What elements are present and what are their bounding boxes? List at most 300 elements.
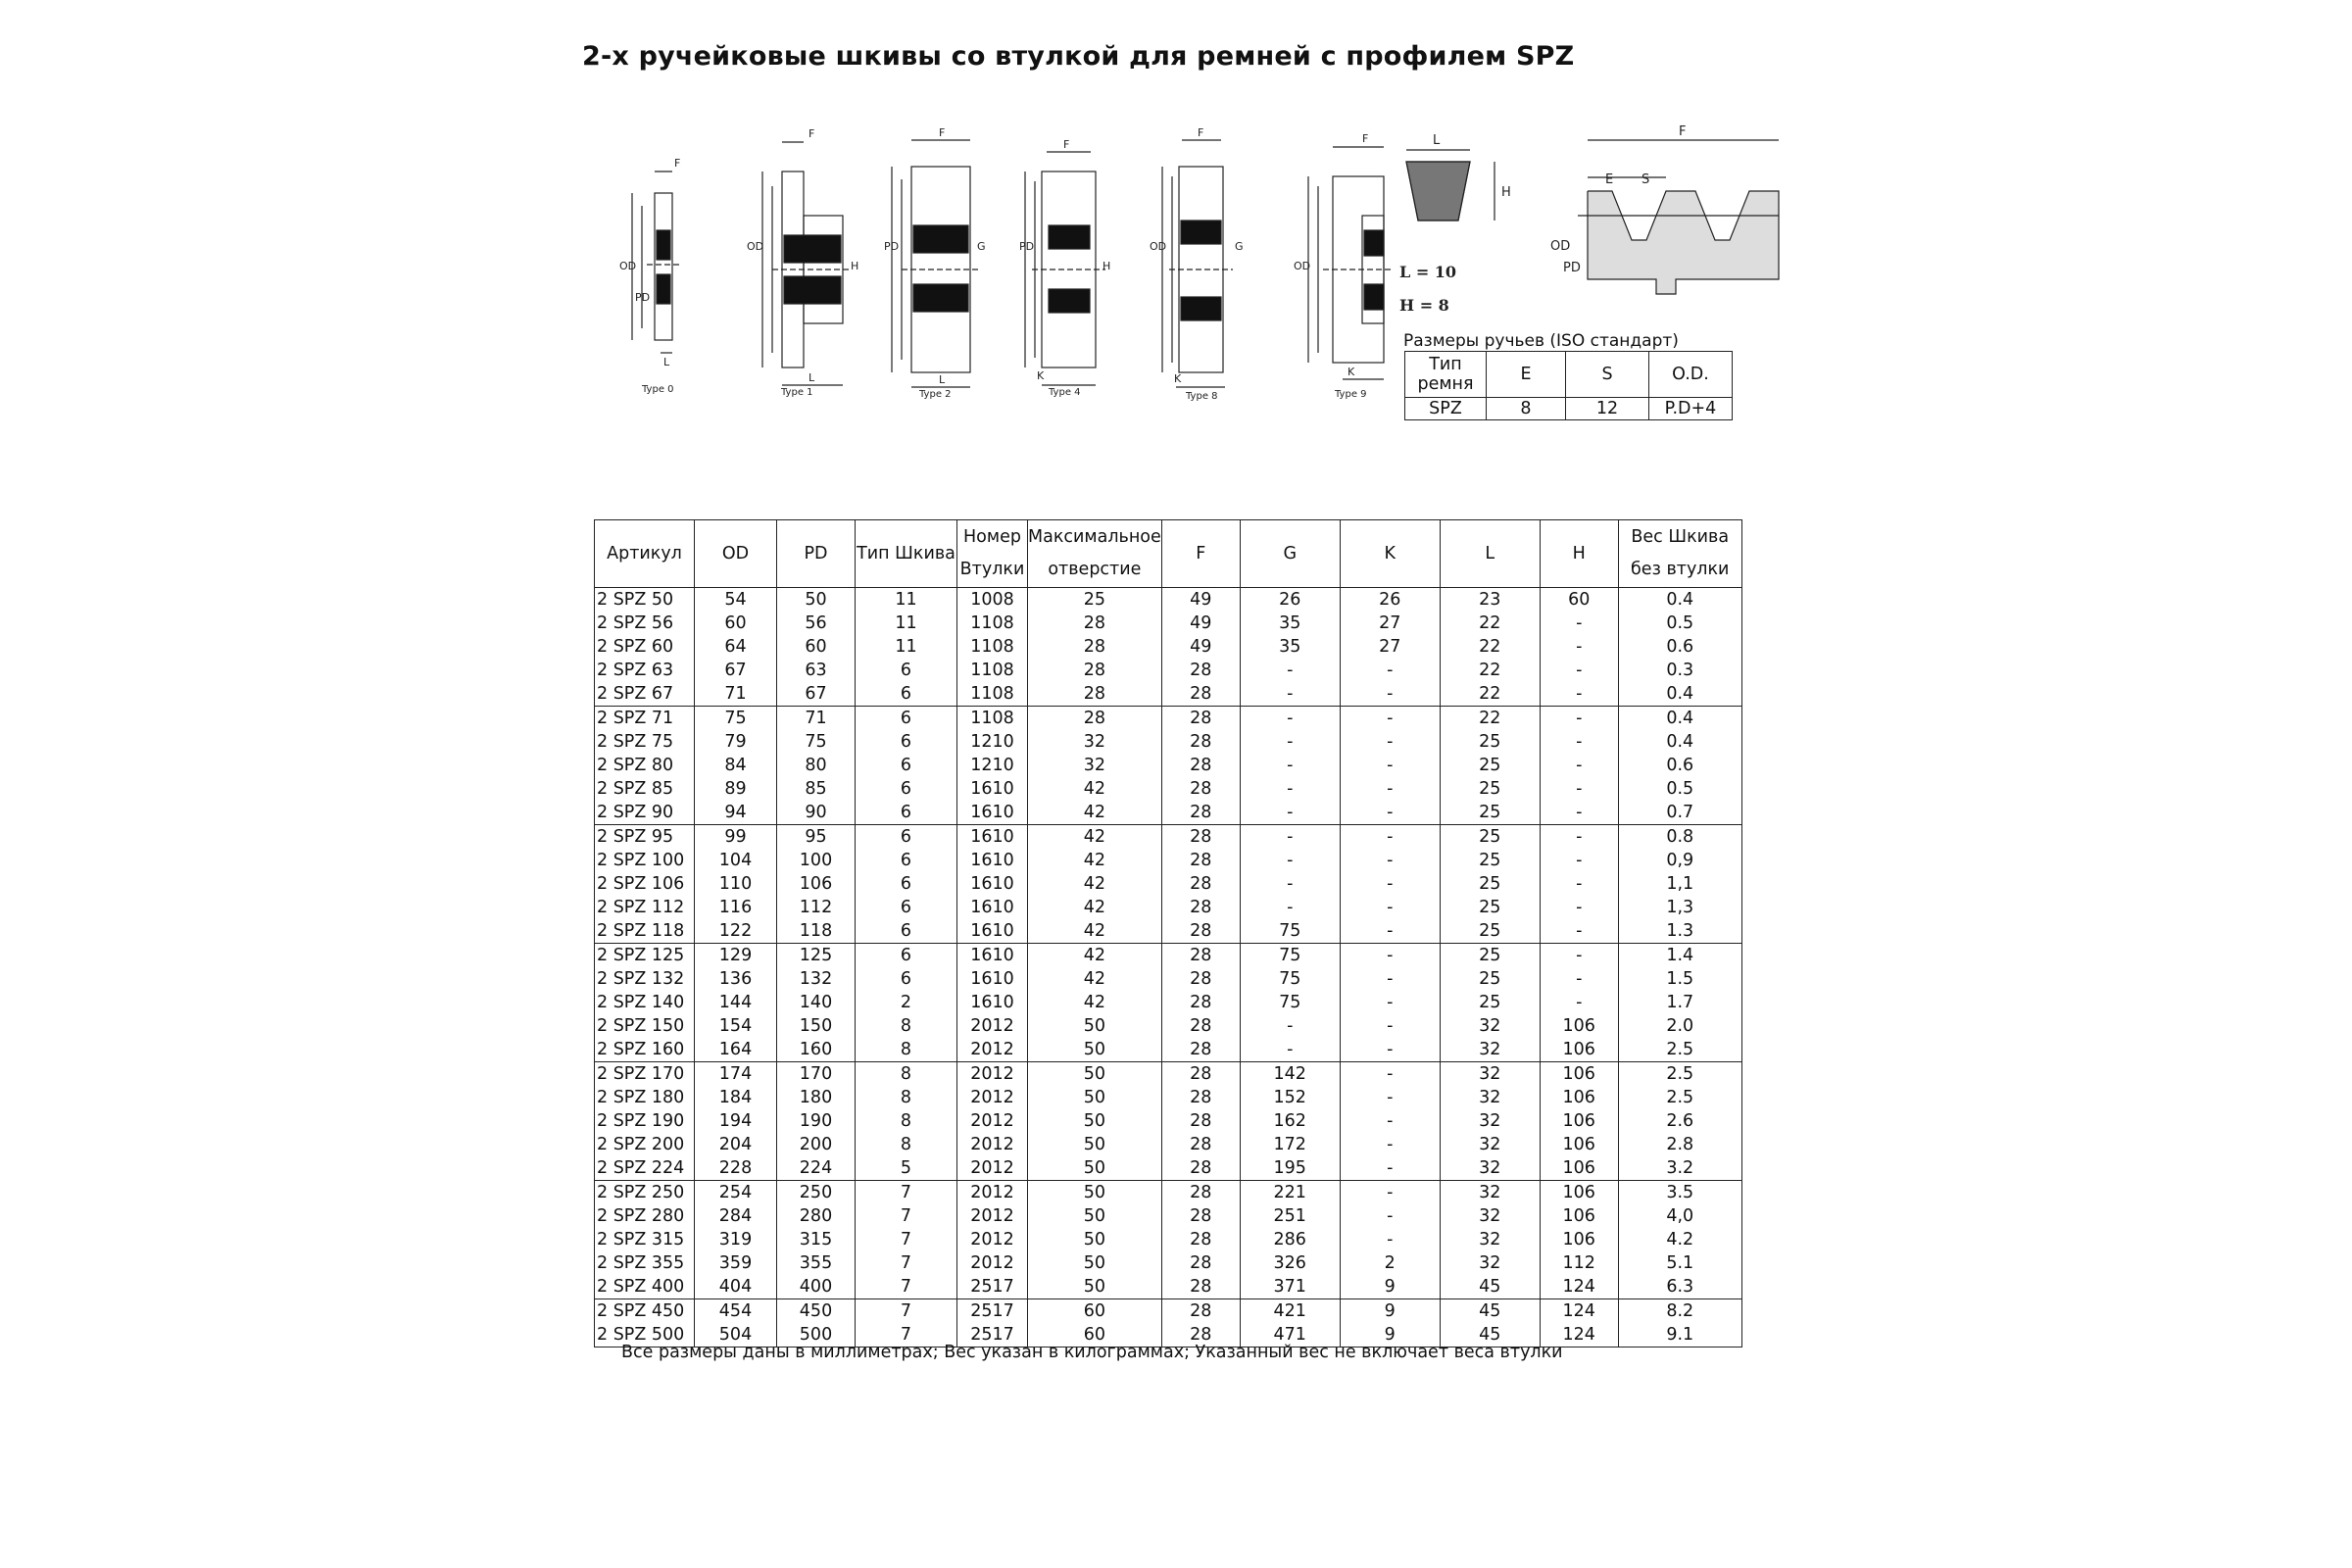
table-cell: 142 bbox=[1240, 1062, 1340, 1087]
groove-cell: SPZ bbox=[1405, 398, 1487, 420]
table-row bbox=[595, 1109, 1742, 1133]
table-row bbox=[595, 967, 1742, 991]
table-cell: 204 bbox=[695, 1133, 777, 1156]
table-cell: 32 bbox=[1440, 1181, 1540, 1205]
dim-f-type-2: F bbox=[939, 126, 946, 139]
table-cell: 1610 bbox=[957, 872, 1028, 896]
table-cell: 221 bbox=[1240, 1181, 1340, 1205]
table-cell: 0.6 bbox=[1618, 635, 1741, 659]
table-cell: 2012 bbox=[957, 1109, 1028, 1133]
table-cell: 28 bbox=[1161, 944, 1240, 968]
table-cell: 22 bbox=[1440, 682, 1540, 707]
table-cell: 1210 bbox=[957, 730, 1028, 754]
table-cell: 106 bbox=[1540, 1204, 1618, 1228]
table-row bbox=[595, 612, 1742, 635]
table-cell: 42 bbox=[1028, 991, 1162, 1014]
table-cell: 6 bbox=[856, 896, 957, 919]
dim-l-type-2: L bbox=[939, 373, 946, 386]
table-cell: 112 bbox=[777, 896, 856, 919]
groove-profile-drawing bbox=[1578, 140, 1779, 294]
table-cell: 45 bbox=[1440, 1275, 1540, 1299]
table-cell: 25 bbox=[1440, 967, 1540, 991]
table-cell: 125 bbox=[777, 944, 856, 968]
header-od: OD bbox=[695, 520, 777, 588]
groove-header-s: S bbox=[1566, 352, 1649, 398]
table-cell: 2012 bbox=[957, 1038, 1028, 1062]
table-cell: - bbox=[1340, 682, 1440, 707]
table-cell: - bbox=[1340, 872, 1440, 896]
table-cell: - bbox=[1340, 1156, 1440, 1181]
table-cell: 254 bbox=[695, 1181, 777, 1205]
table-cell: - bbox=[1340, 849, 1440, 872]
table-cell: 319 bbox=[695, 1228, 777, 1251]
table-cell: 0.5 bbox=[1618, 777, 1741, 801]
table-cell: 106 bbox=[1540, 1156, 1618, 1181]
groove-table-caption: Размеры ручьев (ISO стандарт) bbox=[1403, 331, 1679, 351]
table-cell: 60 bbox=[1028, 1299, 1162, 1324]
table-row bbox=[595, 1204, 1742, 1228]
table-cell: 2 SPZ 50 bbox=[595, 588, 695, 612]
table-cell: 32 bbox=[1440, 1156, 1540, 1181]
table-row bbox=[595, 1038, 1742, 1062]
table-cell: - bbox=[1340, 730, 1440, 754]
table-cell: 106 bbox=[1540, 1133, 1618, 1156]
table-cell: 2 SPZ 450 bbox=[595, 1299, 695, 1324]
pulley-drawing-type-4 bbox=[1025, 152, 1105, 385]
table-cell: 194 bbox=[695, 1109, 777, 1133]
table-row bbox=[595, 944, 1742, 968]
table-row bbox=[595, 919, 1742, 944]
table-cell: 2 SPZ 100 bbox=[595, 849, 695, 872]
table-cell: 45 bbox=[1440, 1299, 1540, 1324]
table-cell: - bbox=[1240, 1014, 1340, 1038]
table-cell: 50 bbox=[1028, 1133, 1162, 1156]
table-cell: 26 bbox=[1340, 588, 1440, 612]
table-cell: 28 bbox=[1161, 896, 1240, 919]
dim-h-type-4: H bbox=[1102, 260, 1111, 272]
table-cell: 80 bbox=[777, 754, 856, 777]
table-cell: 359 bbox=[695, 1251, 777, 1275]
table-cell: 6 bbox=[856, 944, 957, 968]
table-cell: 2 SPZ 224 bbox=[595, 1156, 695, 1181]
dim-f-type-4: F bbox=[1063, 138, 1070, 151]
table-cell: 32 bbox=[1440, 1086, 1540, 1109]
table-cell: 90 bbox=[777, 801, 856, 825]
table-cell: 1610 bbox=[957, 849, 1028, 872]
table-cell: 150 bbox=[777, 1014, 856, 1038]
table-cell: 56 bbox=[777, 612, 856, 635]
table-cell: - bbox=[1540, 825, 1618, 850]
table-cell: 8 bbox=[856, 1014, 957, 1038]
table-cell: 2 bbox=[856, 991, 957, 1014]
table-cell: 28 bbox=[1028, 612, 1162, 635]
table-cell: 25 bbox=[1440, 849, 1540, 872]
table-cell: 1610 bbox=[957, 777, 1028, 801]
table-cell: 25 bbox=[1440, 777, 1540, 801]
table-cell: - bbox=[1340, 1204, 1440, 1228]
table-cell: - bbox=[1540, 612, 1618, 635]
table-cell: 28 bbox=[1161, 1014, 1240, 1038]
table-cell: 1,1 bbox=[1618, 872, 1741, 896]
table-row bbox=[595, 1228, 1742, 1251]
dim-l-type-0: L bbox=[663, 356, 670, 368]
table-row bbox=[595, 1156, 1742, 1181]
table-cell: 28 bbox=[1161, 849, 1240, 872]
table-cell: 6 bbox=[856, 707, 957, 731]
type-caption-8: Type 8 bbox=[1186, 391, 1218, 402]
table-cell: 2012 bbox=[957, 1156, 1028, 1181]
table-cell: - bbox=[1540, 919, 1618, 944]
table-cell: 6.3 bbox=[1618, 1275, 1741, 1299]
table-cell: 28 bbox=[1161, 1062, 1240, 1087]
table-cell: 286 bbox=[1240, 1228, 1340, 1251]
table-cell: 28 bbox=[1161, 682, 1240, 707]
dim-od-type-1: OD bbox=[747, 240, 764, 253]
table-cell: 50 bbox=[1028, 1014, 1162, 1038]
table-cell: 1108 bbox=[957, 612, 1028, 635]
table-row bbox=[595, 730, 1742, 754]
table-cell: 2.5 bbox=[1618, 1086, 1741, 1109]
table-row bbox=[595, 1251, 1742, 1275]
table-row bbox=[595, 896, 1742, 919]
table-cell: 25 bbox=[1440, 730, 1540, 754]
table-row bbox=[595, 1299, 1742, 1324]
table-cell: 162 bbox=[1240, 1109, 1340, 1133]
table-cell: 7 bbox=[856, 1275, 957, 1299]
table-cell: 404 bbox=[695, 1275, 777, 1299]
header-bushing-number: Номер Втулки bbox=[957, 520, 1028, 588]
table-row bbox=[595, 1086, 1742, 1109]
table-cell: 1610 bbox=[957, 991, 1028, 1014]
table-cell: 25 bbox=[1440, 825, 1540, 850]
table-cell: 106 bbox=[1540, 1014, 1618, 1038]
table-cell: 9.1 bbox=[1618, 1323, 1741, 1348]
table-cell: 6 bbox=[856, 777, 957, 801]
header-h: H bbox=[1540, 520, 1618, 588]
table-cell: 32 bbox=[1440, 1062, 1540, 1087]
table-cell: 104 bbox=[695, 849, 777, 872]
table-row bbox=[595, 849, 1742, 872]
table-cell: 2.0 bbox=[1618, 1014, 1741, 1038]
table-cell: - bbox=[1340, 1181, 1440, 1205]
table-cell: 106 bbox=[1540, 1109, 1618, 1133]
table-cell: 67 bbox=[777, 682, 856, 707]
table-cell: 32 bbox=[1440, 1204, 1540, 1228]
table-cell: - bbox=[1340, 801, 1440, 825]
table-cell: 11 bbox=[856, 612, 957, 635]
table-cell: - bbox=[1240, 730, 1340, 754]
type-caption-0: Type 0 bbox=[642, 384, 674, 395]
belt-dim-l: L = 10 bbox=[1399, 263, 1457, 281]
table-cell: 2 SPZ 280 bbox=[595, 1204, 695, 1228]
table-cell: 28 bbox=[1161, 1275, 1240, 1299]
table-cell: 25 bbox=[1028, 588, 1162, 612]
table-cell: 0.6 bbox=[1618, 754, 1741, 777]
table-cell: 2012 bbox=[957, 1062, 1028, 1087]
groove-header-od: O.D. bbox=[1649, 352, 1733, 398]
table-cell: 2 SPZ 400 bbox=[595, 1275, 695, 1299]
table-cell: 8.2 bbox=[1618, 1299, 1741, 1324]
header-f: F bbox=[1161, 520, 1240, 588]
dim-g-type-8: G bbox=[1235, 240, 1244, 253]
table-cell: 112 bbox=[1540, 1251, 1618, 1275]
dim-g-type-2: G bbox=[977, 240, 986, 253]
header-pulley-type: Тип Шкива bbox=[856, 520, 957, 588]
belt-label-h: H bbox=[1501, 185, 1511, 200]
dim-k-type-9: K bbox=[1348, 366, 1355, 378]
table-cell: 25 bbox=[1440, 801, 1540, 825]
table-cell: 284 bbox=[695, 1204, 777, 1228]
groove-cell: 8 bbox=[1487, 398, 1566, 420]
table-cell: 50 bbox=[1028, 1038, 1162, 1062]
table-cell: 2 SPZ 355 bbox=[595, 1251, 695, 1275]
table-cell: 106 bbox=[1540, 1062, 1618, 1087]
table-cell: 75 bbox=[1240, 919, 1340, 944]
table-cell: 28 bbox=[1028, 707, 1162, 731]
table-row bbox=[595, 707, 1742, 731]
table-cell: 84 bbox=[695, 754, 777, 777]
table-cell: 4,0 bbox=[1618, 1204, 1741, 1228]
table-cell: 106 bbox=[1540, 1038, 1618, 1062]
table-cell: 32 bbox=[1440, 1109, 1540, 1133]
table-cell: 50 bbox=[1028, 1275, 1162, 1299]
table-cell: 106 bbox=[1540, 1181, 1618, 1205]
table-cell: 1610 bbox=[957, 967, 1028, 991]
table-cell: 5.1 bbox=[1618, 1251, 1741, 1275]
table-body bbox=[595, 588, 1742, 1348]
table-cell: 110 bbox=[695, 872, 777, 896]
table-cell: 371 bbox=[1240, 1275, 1340, 1299]
table-cell: 7 bbox=[856, 1251, 957, 1275]
table-cell: 1210 bbox=[957, 754, 1028, 777]
table-cell: 75 bbox=[777, 730, 856, 754]
table-cell: 450 bbox=[777, 1299, 856, 1324]
table-cell: 2 SPZ 132 bbox=[595, 967, 695, 991]
table-cell: 42 bbox=[1028, 967, 1162, 991]
table-cell: 8 bbox=[856, 1086, 957, 1109]
dim-l-type-1: L bbox=[808, 371, 815, 384]
table-cell: 28 bbox=[1161, 659, 1240, 682]
table-cell: 11 bbox=[856, 588, 957, 612]
table-cell: 42 bbox=[1028, 801, 1162, 825]
table-cell: 50 bbox=[1028, 1204, 1162, 1228]
table-cell: 1108 bbox=[957, 635, 1028, 659]
table-cell: 2 bbox=[1340, 1251, 1440, 1275]
table-cell: 0.5 bbox=[1618, 612, 1741, 635]
table-cell: 28 bbox=[1161, 1323, 1240, 1348]
table-row bbox=[595, 682, 1742, 707]
table-cell: 25 bbox=[1440, 944, 1540, 968]
table-cell: 4.2 bbox=[1618, 1228, 1741, 1251]
table-cell: 26 bbox=[1240, 588, 1340, 612]
table-cell: 124 bbox=[1540, 1299, 1618, 1324]
table-cell: 28 bbox=[1161, 1109, 1240, 1133]
table-cell: 154 bbox=[695, 1014, 777, 1038]
table-cell: 2 SPZ 118 bbox=[595, 919, 695, 944]
footnote: Все размеры даны в миллиметрах; Вес указан в килограммах; Указанный вес не включает веса втулки bbox=[621, 1343, 1563, 1362]
table-cell: 6 bbox=[856, 919, 957, 944]
table-cell: 22 bbox=[1440, 659, 1540, 682]
table-cell: 2012 bbox=[957, 1133, 1028, 1156]
table-cell: 50 bbox=[1028, 1062, 1162, 1087]
table-cell: 28 bbox=[1161, 919, 1240, 944]
table-cell: 122 bbox=[695, 919, 777, 944]
table-cell: - bbox=[1340, 659, 1440, 682]
table-cell: 106 bbox=[777, 872, 856, 896]
table-cell: 27 bbox=[1340, 635, 1440, 659]
table-cell: 2.5 bbox=[1618, 1038, 1741, 1062]
table-cell: 2.6 bbox=[1618, 1109, 1741, 1133]
table-cell: - bbox=[1540, 659, 1618, 682]
table-cell: 124 bbox=[1540, 1275, 1618, 1299]
table-row bbox=[595, 659, 1742, 682]
header-pd: PD bbox=[777, 520, 856, 588]
table-cell: - bbox=[1340, 1014, 1440, 1038]
table-cell: 94 bbox=[695, 801, 777, 825]
groove-header-belt-type: Тип ремня bbox=[1405, 352, 1487, 398]
table-cell: 25 bbox=[1440, 754, 1540, 777]
table-cell: - bbox=[1340, 1062, 1440, 1087]
table-cell: - bbox=[1340, 896, 1440, 919]
table-cell: 280 bbox=[777, 1204, 856, 1228]
table-cell: 28 bbox=[1161, 1086, 1240, 1109]
table-cell: 60 bbox=[695, 612, 777, 635]
table-cell: 184 bbox=[695, 1086, 777, 1109]
table-cell: 1.4 bbox=[1618, 944, 1741, 968]
table-cell: 0.4 bbox=[1618, 588, 1741, 612]
table-cell: 2 SPZ 160 bbox=[595, 1038, 695, 1062]
table-cell: 42 bbox=[1028, 777, 1162, 801]
table-cell: 60 bbox=[777, 635, 856, 659]
table-cell: 27 bbox=[1340, 612, 1440, 635]
table-cell: 67 bbox=[695, 659, 777, 682]
table-row bbox=[595, 991, 1742, 1014]
dim-pd-type-4: PD bbox=[1019, 240, 1035, 253]
table-cell: - bbox=[1340, 777, 1440, 801]
table-cell: 129 bbox=[695, 944, 777, 968]
table-cell: - bbox=[1240, 707, 1340, 731]
table-cell: - bbox=[1340, 1086, 1440, 1109]
table-cell: 1610 bbox=[957, 896, 1028, 919]
table-cell: - bbox=[1340, 1038, 1440, 1062]
table-cell: 35 bbox=[1240, 612, 1340, 635]
table-cell: 2012 bbox=[957, 1251, 1028, 1275]
table-cell: - bbox=[1240, 659, 1340, 682]
table-cell: 160 bbox=[777, 1038, 856, 1062]
table-cell: - bbox=[1540, 991, 1618, 1014]
table-cell: - bbox=[1240, 754, 1340, 777]
table-cell: 54 bbox=[695, 588, 777, 612]
table-cell: 85 bbox=[777, 777, 856, 801]
dim-f-type-0: F bbox=[674, 157, 681, 170]
pulley-drawing-type-2 bbox=[892, 140, 980, 387]
belt-section-drawing bbox=[1406, 150, 1494, 220]
table-cell: - bbox=[1540, 849, 1618, 872]
dim-pd-type-2: PD bbox=[884, 240, 900, 253]
table-cell: 5 bbox=[856, 1156, 957, 1181]
table-cell: 7 bbox=[856, 1228, 957, 1251]
pulley-drawing-type-0 bbox=[632, 172, 681, 353]
table-cell: - bbox=[1540, 635, 1618, 659]
table-cell: 28 bbox=[1161, 1299, 1240, 1324]
groove-table-row bbox=[1405, 398, 1733, 420]
table-cell: 50 bbox=[777, 588, 856, 612]
table-cell: 28 bbox=[1161, 872, 1240, 896]
table-cell: 28 bbox=[1161, 730, 1240, 754]
table-cell: 2 SPZ 250 bbox=[595, 1181, 695, 1205]
table-cell: 1610 bbox=[957, 944, 1028, 968]
table-cell: 118 bbox=[777, 919, 856, 944]
table-cell: 42 bbox=[1028, 896, 1162, 919]
table-cell: 172 bbox=[1240, 1133, 1340, 1156]
table-cell: 9 bbox=[1340, 1299, 1440, 1324]
table-cell: 2.5 bbox=[1618, 1062, 1741, 1087]
table-cell: 2 SPZ 180 bbox=[595, 1086, 695, 1109]
table-cell: 64 bbox=[695, 635, 777, 659]
table-cell: 9 bbox=[1340, 1275, 1440, 1299]
table-cell: 71 bbox=[695, 682, 777, 707]
table-cell: 79 bbox=[695, 730, 777, 754]
table-cell: 1610 bbox=[957, 825, 1028, 850]
type-caption-4: Type 4 bbox=[1049, 387, 1081, 398]
table-cell: 471 bbox=[1240, 1323, 1340, 1348]
groove-label-f: F bbox=[1679, 124, 1687, 139]
table-row bbox=[595, 777, 1742, 801]
table-cell: 45 bbox=[1440, 1323, 1540, 1348]
table-cell: 3.2 bbox=[1618, 1156, 1741, 1181]
dim-f-type-1: F bbox=[808, 127, 815, 140]
table-cell: - bbox=[1540, 777, 1618, 801]
table-cell: 7 bbox=[856, 1181, 957, 1205]
dim-k-type-8: K bbox=[1174, 372, 1182, 385]
table-cell: 1108 bbox=[957, 659, 1028, 682]
header-article: Артикул bbox=[595, 520, 695, 588]
table-cell: 42 bbox=[1028, 872, 1162, 896]
table-cell: 1,3 bbox=[1618, 896, 1741, 919]
table-cell: 2012 bbox=[957, 1181, 1028, 1205]
table-cell: 106 bbox=[1540, 1228, 1618, 1251]
groove-cell: 12 bbox=[1566, 398, 1649, 420]
table-cell: 315 bbox=[777, 1228, 856, 1251]
table-cell: 2012 bbox=[957, 1228, 1028, 1251]
table-cell: 500 bbox=[777, 1323, 856, 1348]
table-cell: 224 bbox=[777, 1156, 856, 1181]
table-cell: 32 bbox=[1440, 1228, 1540, 1251]
table-cell: 421 bbox=[1240, 1299, 1340, 1324]
table-cell: 6 bbox=[856, 730, 957, 754]
table-row bbox=[595, 1275, 1742, 1299]
table-cell: 6 bbox=[856, 659, 957, 682]
table-cell: 1108 bbox=[957, 707, 1028, 731]
table-cell: - bbox=[1340, 754, 1440, 777]
table-cell: - bbox=[1540, 707, 1618, 731]
table-cell: 116 bbox=[695, 896, 777, 919]
table-cell: 2012 bbox=[957, 1014, 1028, 1038]
table-cell: 400 bbox=[777, 1275, 856, 1299]
table-cell: 89 bbox=[695, 777, 777, 801]
groove-header-e: E bbox=[1487, 352, 1566, 398]
table-cell: 1610 bbox=[957, 919, 1028, 944]
dim-h-type-1: H bbox=[851, 260, 859, 272]
table-cell: 2 SPZ 315 bbox=[595, 1228, 695, 1251]
header-weight: Вес Шкива без втулки bbox=[1618, 520, 1741, 588]
table-row bbox=[595, 825, 1742, 850]
table-row bbox=[595, 1181, 1742, 1205]
table-cell: 22 bbox=[1440, 635, 1540, 659]
table-cell: 6 bbox=[856, 754, 957, 777]
dim-f-type-8: F bbox=[1198, 126, 1204, 139]
table-cell: 50 bbox=[1028, 1086, 1162, 1109]
